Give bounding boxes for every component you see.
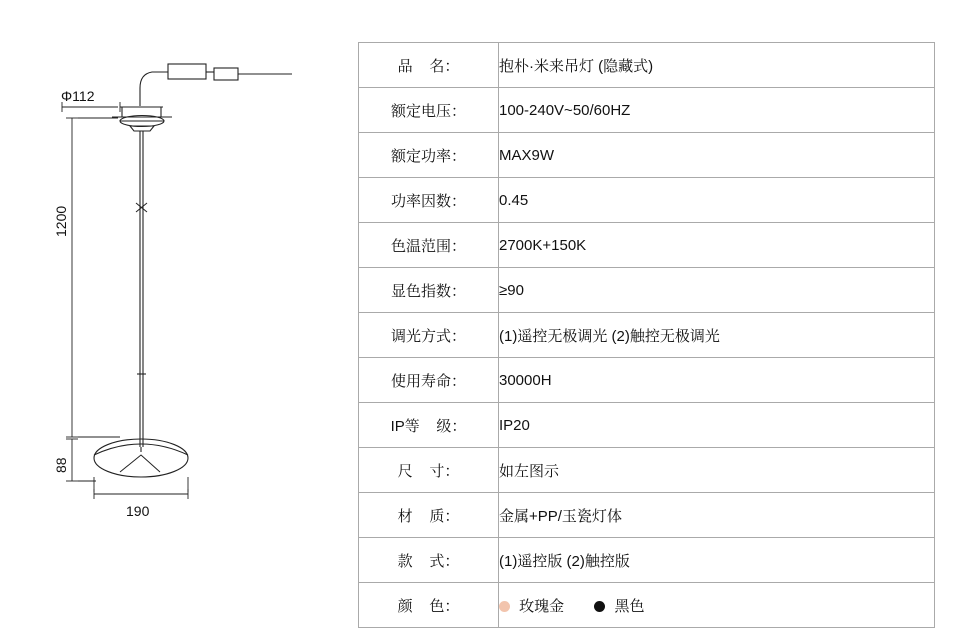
table-row <box>359 493 935 538</box>
dimension-shade-height <box>66 439 96 481</box>
spec-value: ≥90 <box>499 268 935 313</box>
spec-label-text: 调光方式： <box>390 327 466 345</box>
dimension-label-diameter: Φ112 <box>61 88 95 104</box>
spec-label-text: 品 名： <box>397 57 460 75</box>
spec-value: 0.45 <box>499 178 935 223</box>
table-row <box>359 43 935 88</box>
spec-label <box>359 403 499 448</box>
spec-label <box>359 223 499 268</box>
table-row <box>359 178 935 223</box>
table-row <box>359 223 935 268</box>
color-option-label: 黑色 <box>614 597 645 615</box>
spec-value: (1)遥控无极调光 (2)触控无极调光 <box>499 313 935 358</box>
dimension-shade-width <box>94 477 188 499</box>
specification-table <box>358 42 935 628</box>
canopy-plate <box>112 107 172 131</box>
spec-value: 100-240V~50/60HZ <box>499 88 935 133</box>
spec-label-text: 尺 寸： <box>397 462 460 480</box>
table-row <box>359 358 935 403</box>
spec-label <box>359 43 499 88</box>
lamp-shade <box>94 439 188 477</box>
spec-label <box>359 133 499 178</box>
spec-label <box>359 493 499 538</box>
spec-label-text: 色温范围： <box>390 237 466 255</box>
spec-label-text: IP等 级： <box>390 417 467 435</box>
vertical-rod <box>136 131 147 447</box>
spec-label <box>359 538 499 583</box>
color-swatch-black <box>594 601 605 612</box>
dimension-label-shade-width: 190 <box>126 503 150 519</box>
spec-label-text: 额定功率： <box>390 147 466 165</box>
spec-label <box>359 88 499 133</box>
color-swatch-rose-gold <box>499 601 510 612</box>
table-row <box>359 448 935 493</box>
spec-label <box>359 448 499 493</box>
table-row <box>359 133 935 178</box>
spec-value: 如左图示 <box>499 448 935 493</box>
table-row <box>359 538 935 583</box>
table-row <box>359 403 935 448</box>
spec-label <box>359 358 499 403</box>
dimension-label-total-height: 1200 <box>53 205 69 237</box>
color-option-black <box>594 595 644 616</box>
spec-value: 抱朴·米来吊灯 (隐藏式) <box>499 43 935 88</box>
product-technical-drawing <box>0 0 350 627</box>
color-option-rose-gold <box>499 595 564 616</box>
spec-label <box>359 583 499 628</box>
ceiling-mount-arm <box>140 64 292 106</box>
spec-value-colors <box>499 583 935 628</box>
spec-label-text: 显色指数： <box>390 282 466 300</box>
spec-label <box>359 313 499 358</box>
spec-value: (1)遥控版 (2)触控版 <box>499 538 935 583</box>
table-row-color <box>359 583 935 628</box>
spec-label-text: 款 式： <box>397 552 460 570</box>
spec-value: 2700K+150K <box>499 223 935 268</box>
spec-label <box>359 178 499 223</box>
table-row <box>359 88 935 133</box>
dimension-label-shade-height: 88 <box>53 457 69 473</box>
spec-value: MAX9W <box>499 133 935 178</box>
spec-label-text: 颜 色： <box>397 597 460 615</box>
table-row <box>359 313 935 358</box>
spec-label <box>359 268 499 313</box>
color-option-label: 玫瑰金 <box>519 597 565 615</box>
table-row <box>359 268 935 313</box>
spec-label-text: 使用寿命： <box>390 372 466 390</box>
spec-label-text: 额定电压： <box>390 102 466 120</box>
spec-label-text: 材 质： <box>397 507 460 525</box>
spec-value: 金属+PP/玉瓷灯体 <box>499 493 935 538</box>
dimension-total-height <box>66 118 120 437</box>
spec-value: IP20 <box>499 403 935 448</box>
spec-value: 30000H <box>499 358 935 403</box>
spec-label-text: 功率因数： <box>390 192 466 210</box>
